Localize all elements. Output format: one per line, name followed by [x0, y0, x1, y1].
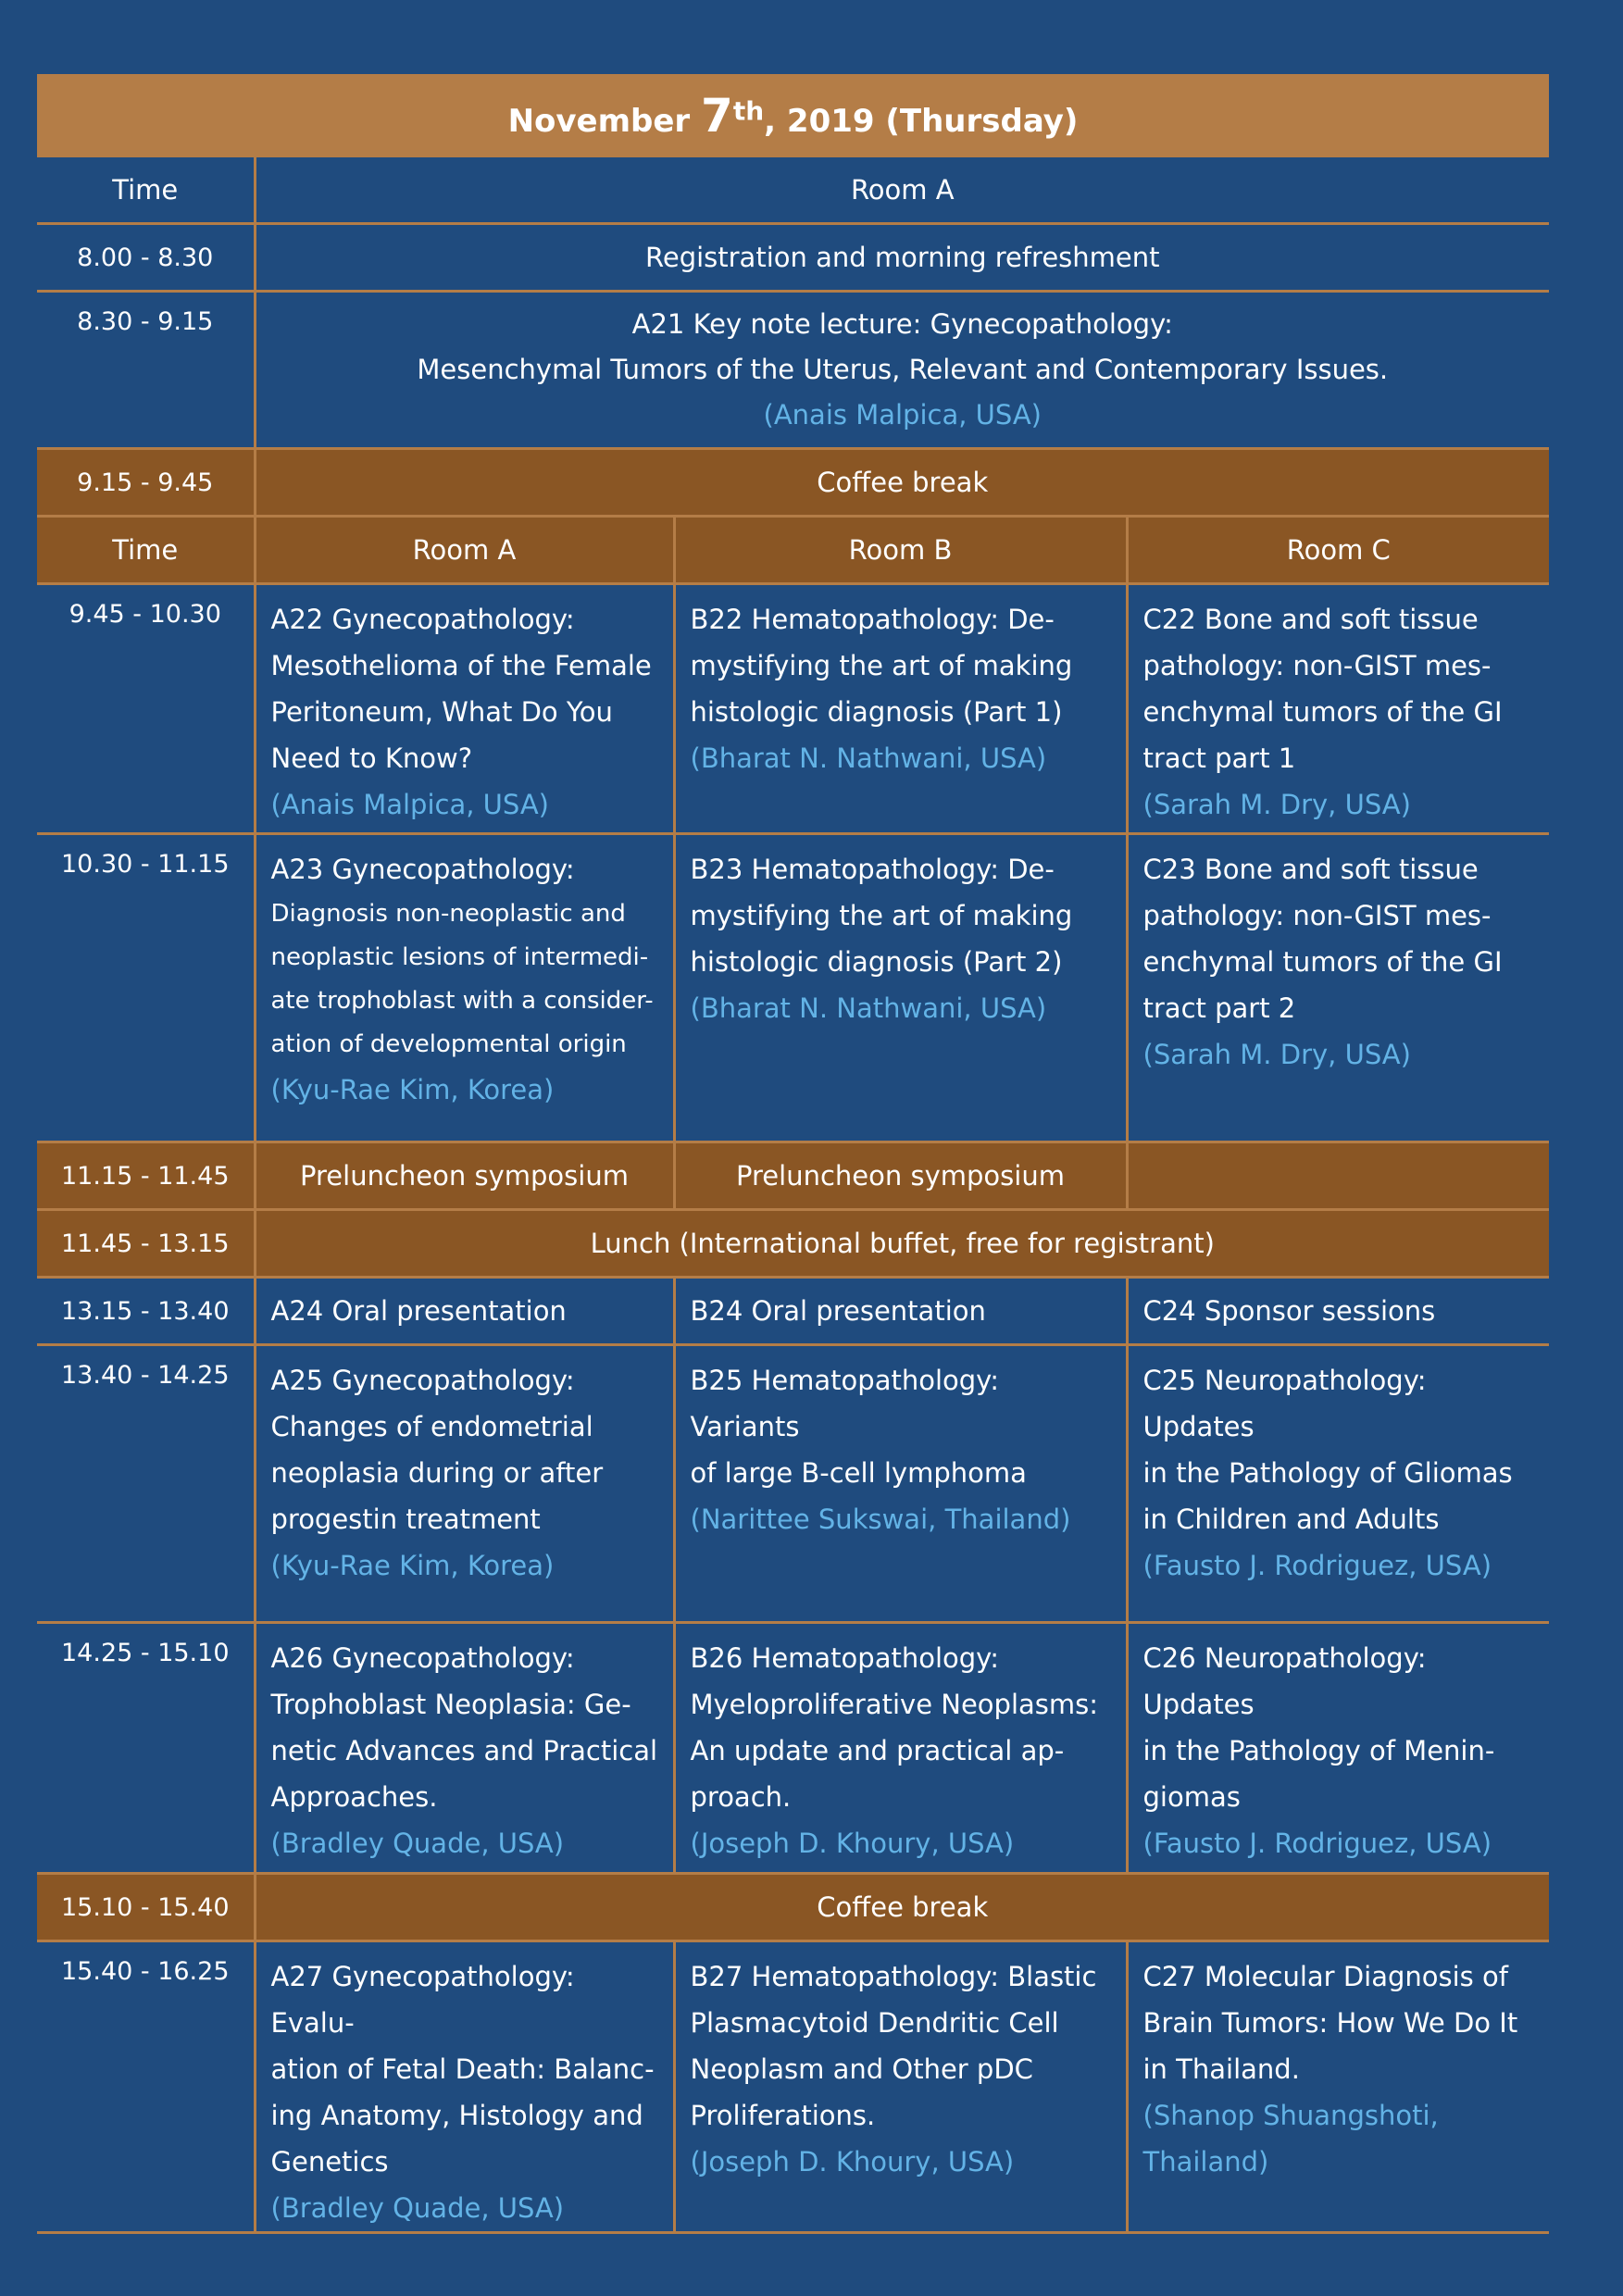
- session-c27: [1127, 1941, 1549, 2233]
- session-title: B22 Hematopathology: De-: [690, 604, 1055, 635]
- session-a23: [255, 834, 674, 1142]
- session-speaker: (Joseph D. Khoury, USA): [690, 1828, 1015, 1859]
- session-speaker: (Narittee Sukswai, Thailand): [690, 1504, 1071, 1535]
- session-title: C22 Bone and soft tissue: [1142, 604, 1479, 635]
- session-b23: [674, 834, 1127, 1142]
- session-description: of large B-cell lymphoma: [690, 1457, 1027, 1489]
- date-header: [37, 74, 1549, 157]
- session-row-0945: [37, 584, 1549, 834]
- session-a22: [255, 584, 674, 834]
- time-cell: 13.15 - 13.40: [37, 1278, 255, 1345]
- lunch-cell: Lunch (International buffet, free for registrant): [255, 1210, 1549, 1278]
- date-day: 7: [701, 89, 733, 143]
- keynote-line1: A21 Key note lecture: Gynecopathology:: [631, 308, 1173, 340]
- session-speaker: (Bharat N. Nathwani, USA): [690, 742, 1047, 774]
- session-description: pathology: non-GIST mes- enchymal tumors of the GI tract part 2: [1142, 900, 1503, 1024]
- session-row-1540: [37, 1941, 1549, 2233]
- session-speaker: (Kyu-Rae Kim, Korea): [270, 1550, 555, 1581]
- preluncheon-row: [37, 1142, 1549, 1210]
- session-a27: [255, 1941, 674, 2233]
- preluncheon-room-c-empty: [1127, 1142, 1549, 1210]
- coffee-break-row: [37, 1874, 1549, 1941]
- time-cell: 8.30 - 9.15: [37, 292, 255, 449]
- session-c22: [1127, 584, 1549, 834]
- session-a25: [255, 1345, 674, 1623]
- session-speaker: (Fausto J. Rodriguez, USA): [1142, 1550, 1492, 1581]
- session-description: in the Pathology of Menin- giomas: [1142, 1735, 1495, 1813]
- room-b-header: Room B: [674, 517, 1127, 584]
- session-a26: [255, 1623, 674, 1874]
- time-cell: 10.30 - 11.15: [37, 834, 255, 1142]
- session-description: pathology: non-GIST mes- enchymal tumors of the GI tract part 1: [1142, 650, 1503, 774]
- preluncheon-room-b: Preluncheon symposium: [674, 1142, 1127, 1210]
- session-speaker: (Joseph D. Khoury, USA): [690, 2146, 1015, 2177]
- registration-row: [37, 224, 1549, 292]
- time-cell: 13.40 - 14.25: [37, 1345, 255, 1623]
- schedule-wrapper: [37, 74, 1549, 2234]
- session-title: C26 Neuropathology: Updates: [1142, 1642, 1427, 1720]
- room-header-row: [37, 517, 1549, 584]
- registration-cell: Registration and morning refreshment: [255, 224, 1549, 292]
- session-speaker: (Bradley Quade, USA): [270, 1828, 565, 1859]
- session-title: A27 Gynecopathology: Evalu-: [270, 1961, 575, 2039]
- session-description: Myeloproliferative Neoplasms: An update and practical ap- proach.: [690, 1689, 1099, 1813]
- session-b25: [674, 1345, 1127, 1623]
- session-row-1340: [37, 1345, 1549, 1623]
- session-row-1030: [37, 834, 1549, 1142]
- time-cell: 11.45 - 13.15: [37, 1210, 255, 1278]
- session-title: B23 Hematopathology: De-: [690, 854, 1055, 885]
- session-b22: [674, 584, 1127, 834]
- session-title: C25 Neuropathology: Updates: [1142, 1365, 1427, 1442]
- session-c24: C24 Sponsor sessions: [1127, 1278, 1549, 1345]
- session-description: mystifying the art of making histologic diagnosis (Part 1): [690, 650, 1073, 728]
- session-speaker: (Bradley Quade, USA): [270, 2192, 565, 2224]
- session-description: in the Pathology of Gliomas in Children and Adults: [1142, 1457, 1513, 1535]
- session-title: B25 Hematopathology: Variants: [690, 1365, 999, 1442]
- session-description: Changes of endometrial neoplasia during or after progestin treatment: [270, 1411, 604, 1535]
- session-description: Mesothelioma of the Female Peritoneum, What Do You Need to Know?: [270, 650, 652, 774]
- date-header-row: [37, 74, 1549, 157]
- session-b24: B24 Oral presentation: [674, 1278, 1127, 1345]
- session-row-1315: [37, 1278, 1549, 1345]
- session-description: Plasmacytoid Dendritic Cell Neoplasm and Other pDC Proliferations.: [690, 2007, 1059, 2131]
- session-c26: [1127, 1623, 1549, 1874]
- session-title: B27 Hematopathology: Blastic: [690, 1961, 1097, 1992]
- session-speaker: (Sarah M. Dry, USA): [1142, 1039, 1411, 1070]
- coffee-break-row: [37, 449, 1549, 517]
- room-a-header: Room A: [255, 517, 674, 584]
- time-column-header: Time: [37, 157, 255, 224]
- session-title: A26 Gynecopathology:: [270, 1642, 575, 1674]
- session-title: A22 Gynecopathology:: [270, 604, 575, 635]
- time-cell: 15.40 - 16.25: [37, 1941, 255, 2233]
- session-title: A25 Gynecopathology:: [270, 1365, 575, 1396]
- session-description: Brain Tumors: How We Do It in Thailand.: [1142, 2007, 1518, 2085]
- session-title: C23 Bone and soft tissue: [1142, 854, 1479, 885]
- session-a24: A24 Oral presentation: [255, 1278, 674, 1345]
- coffee-break-cell: Coffee break: [255, 1874, 1549, 1941]
- session-title: B26 Hematopathology:: [690, 1642, 999, 1674]
- time-cell: 14.25 - 15.10: [37, 1623, 255, 1874]
- keynote-speaker: (Anais Malpica, USA): [763, 399, 1042, 430]
- time-cell: 8.00 - 8.30: [37, 224, 255, 292]
- lunch-row: [37, 1210, 1549, 1278]
- session-speaker: (Fausto J. Rodriguez, USA): [1142, 1828, 1492, 1859]
- time-cell: 11.15 - 11.45: [37, 1142, 255, 1210]
- single-room-header-row: [37, 157, 1549, 224]
- date-prefix: November: [507, 103, 702, 140]
- session-title: A23 Gynecopathology:: [270, 854, 575, 885]
- session-description: Diagnosis non-neoplastic and neoplastic lesions of intermedi- ate trophoblast with a consider- ation of developmental origin: [270, 900, 654, 1058]
- date-ordinal: th: [732, 95, 765, 127]
- keynote-cell: [255, 292, 1549, 449]
- keynote-row: [37, 292, 1549, 449]
- session-speaker: (Shanop Shuangshoti, Thailand): [1142, 2100, 1439, 2177]
- session-speaker: (Kyu-Rae Kim, Korea): [270, 1074, 555, 1105]
- session-c25: [1127, 1345, 1549, 1623]
- session-c23: [1127, 834, 1549, 1142]
- session-row-1425: [37, 1623, 1549, 1874]
- preluncheon-room-a: Preluncheon symposium: [255, 1142, 674, 1210]
- time-cell: 9.15 - 9.45: [37, 449, 255, 517]
- session-description: mystifying the art of making histologic diagnosis (Part 2): [690, 900, 1073, 978]
- coffee-break-cell: Coffee break: [255, 449, 1549, 517]
- session-description: Trophoblast Neoplasia: Ge- netic Advances and Practical Approaches.: [270, 1689, 658, 1813]
- session-speaker: (Anais Malpica, USA): [270, 789, 549, 820]
- time-cell: 15.10 - 15.40: [37, 1874, 255, 1941]
- time-cell: 9.45 - 10.30: [37, 584, 255, 834]
- room-a-header: Room A: [255, 157, 1549, 224]
- date-suffix: , 2019 (Thursday): [764, 103, 1079, 140]
- schedule-table: [37, 74, 1549, 2234]
- room-c-header: Room C: [1127, 517, 1549, 584]
- session-speaker: (Sarah M. Dry, USA): [1142, 789, 1411, 820]
- session-description: ation of Fetal Death: Balanc- ing Anatomy, Histology and Genetics: [270, 2053, 655, 2177]
- session-b27: [674, 1941, 1127, 2233]
- session-b26: [674, 1623, 1127, 1874]
- session-speaker: (Bharat N. Nathwani, USA): [690, 992, 1047, 1024]
- session-title: C27 Molecular Diagnosis of: [1142, 1961, 1508, 1992]
- keynote-line2: Mesenchymal Tumors of the Uterus, Relevant and Contemporary Issues.: [417, 354, 1389, 385]
- time-column-header: Time: [37, 517, 255, 584]
